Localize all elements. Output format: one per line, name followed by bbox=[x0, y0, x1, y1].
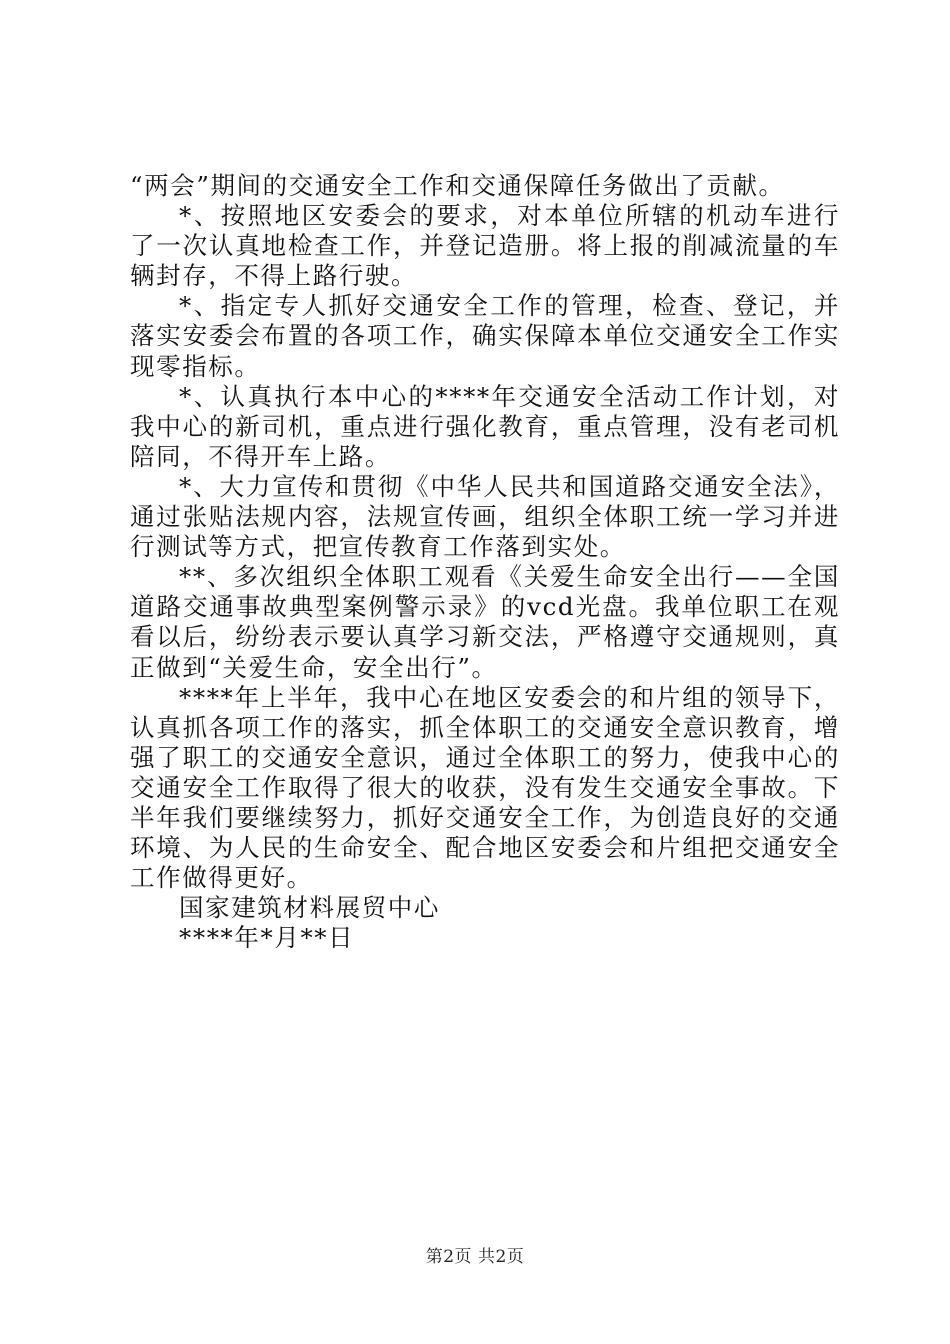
signature-date: ****年*月**日 bbox=[179, 923, 355, 953]
paragraph-new-drivers: *、认真执行本中心的****年交通安全活动工作计划，对我中心的新司机，重点进行强化教育，重点管理，没有老司机陪同，不得开车上路。 bbox=[130, 381, 840, 471]
paragraph-summary: ****年上半年，我中心在地区安委会的和片组的领导下，认真抓各项工作的落实，抓全体职工的交通安全意识教育，增强了职工的交通安全意识，通过全体职工的努力，使我中心的交通安全工作取得了很大的收获，没有发生交通安全事故。下半年我们要继续努力，抓好交通安全工作，为创造良好的交通环境、为人民的生命安全、配合地区安委会和片组把交通安全工作做得更好。 bbox=[130, 682, 840, 893]
signature-organization: 国家建筑材料展贸中心 bbox=[179, 893, 440, 923]
paragraph-vehicle-inspection: *、按照地区安委会的要求，对本单位所辖的机动车进行了一次认真地检查工作，并登记造册。将上报的削减流量的车辆封存，不得上路行驶。 bbox=[130, 201, 840, 291]
paragraph-designated-staff: *、指定专人抓好交通安全工作的管理，检查、登记，并落实安委会布置的各项工作，确实保障本单位交通安全工作实现零指标。 bbox=[130, 291, 840, 381]
paragraph-continuation: “两会”期间的交通安全工作和交通保障任务做出了贡献。 bbox=[130, 171, 785, 200]
page-number-footer: 第2页 共2页 bbox=[425, 1247, 525, 1267]
paragraph-vcd-viewing: **、多次组织全体职工观看《关爱生命安全出行——全国道路交通事故典型案例警示录》的vcd光盘。我单位职工在观看以后，纷纷表示要认真学习新交法，严格遵守交通规则，真正做到“关爱生命，安全出行”。 bbox=[130, 562, 840, 682]
document-body bbox=[130, 171, 840, 953]
paragraph-traffic-law-publicity: *、大力宣传和贯彻《中华人民共和国道路交通安全法》，通过张贴法规内容，法规宣传画，组织全体职工统一学习并进行测试等方式，把宣传教育工作落到实处。 bbox=[130, 471, 840, 562]
